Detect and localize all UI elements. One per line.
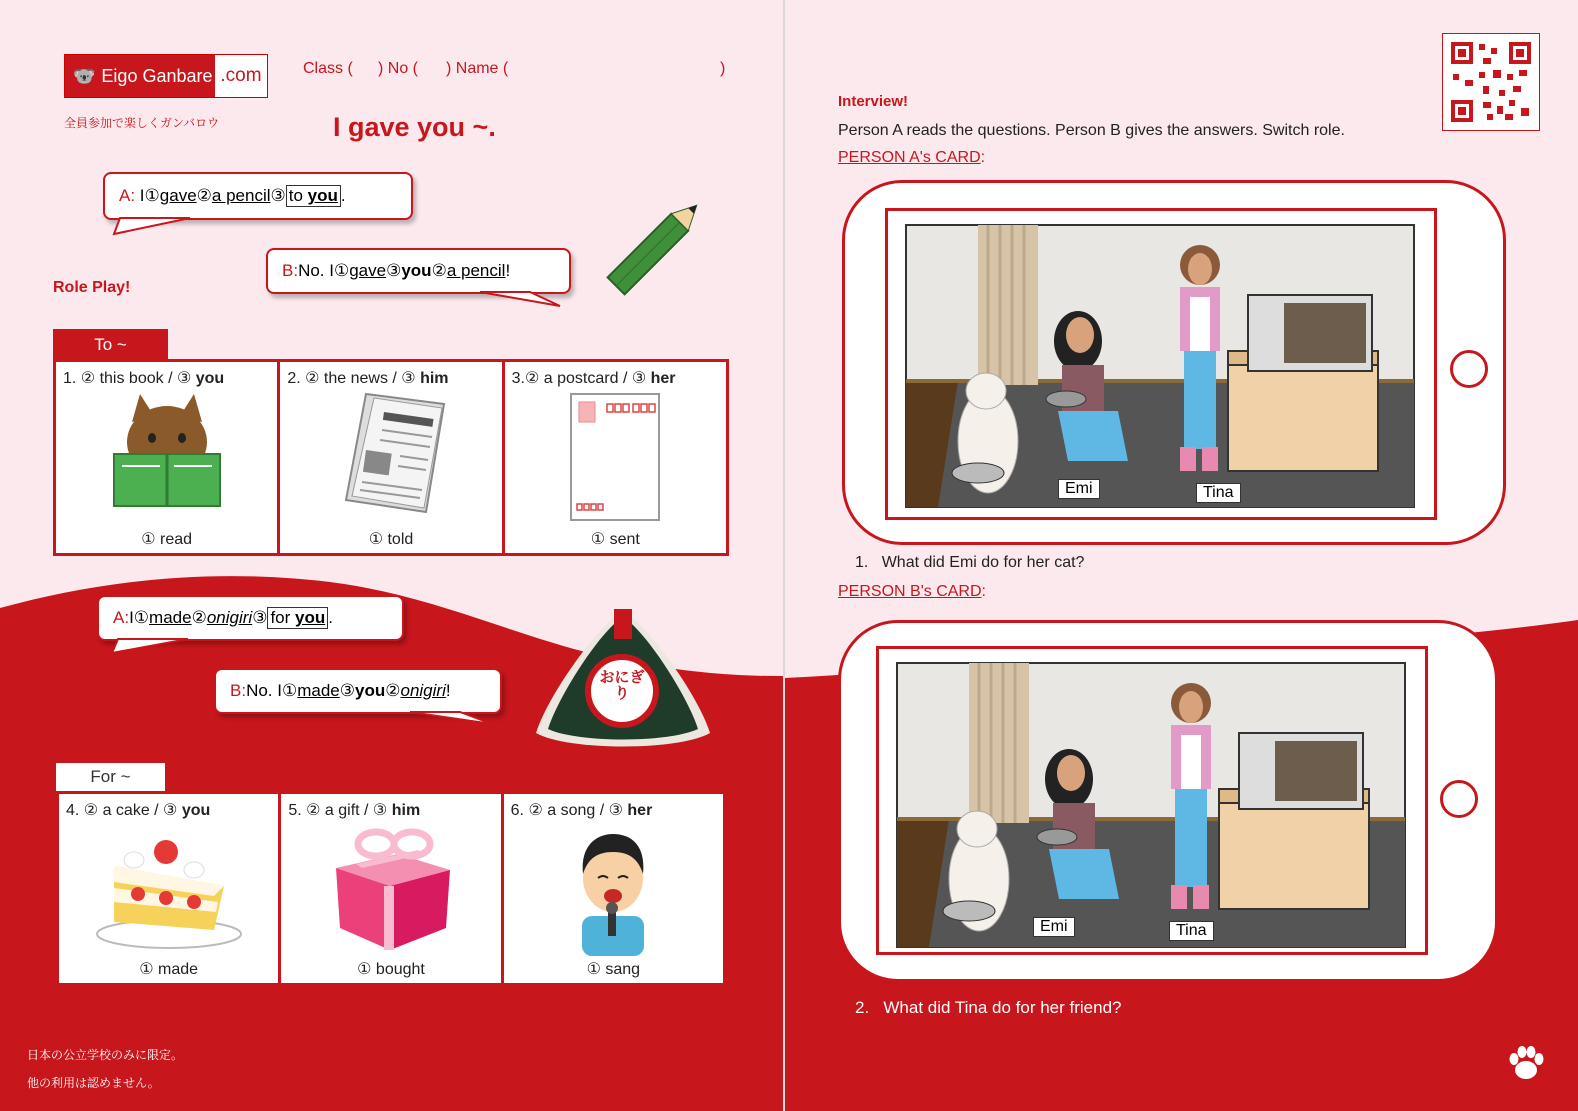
left-page [0,0,783,1111]
to-tag: To ~ [53,329,168,360]
practice-cell-4: 4. ② a cake / ③ you ① made [59,794,278,983]
header-name-close: ) [720,60,726,77]
instruction-text: Person A reads the questions. Person B gives the answers. Switch role. [838,122,1345,139]
newspaper-icon [326,390,456,515]
card-a-label: PERSON A's CARD: [838,149,986,166]
header-name-label: ) Name ( [446,60,509,77]
mascot-icon: 🐨 [73,65,96,86]
header-no-label: ) No ( [378,60,418,77]
kitchen-scene-illustration [879,649,1425,952]
bubble-tail [110,216,200,238]
onigiri-icon [528,605,718,755]
page-title: I gave you ~. [333,112,496,142]
role-play-label: Role Play! [53,279,131,296]
name-tag-emi: Emi [1058,479,1100,499]
qr-code-icon [1443,34,1539,130]
dog-reading-book-icon [102,392,232,512]
right-page [785,0,1578,1111]
name-tag-emi: Emi [1033,917,1075,937]
gift-box-icon [326,824,456,954]
bubble-tail [470,290,570,310]
boy-singing-icon [568,824,658,956]
practice-cell-6: 6. ② a song / ③ her ① sang [504,794,723,983]
for-tag: For ~ [56,763,165,791]
footer-notice-1: 日本の公立学校のみに限定。 [27,1048,184,1062]
phone-home-button-a[interactable] [1450,350,1488,388]
practice-cell-5: 5. ② a gift / ③ him ① bought [281,794,500,983]
header-class-label: Class ( [303,60,353,77]
interview-heading: Interview! [838,93,909,110]
practice-cell-2: 2. ② the news / ③ him ① told [280,362,501,553]
question-2: 2. What did Tina do for her friend? [855,998,1122,1017]
bubble-tail [400,710,500,728]
name-tag-tina: Tina [1169,921,1214,941]
pencil-icon [590,185,720,310]
cake-slice-icon [94,826,244,951]
scene-b [876,646,1428,955]
tagline: 全員参加で楽しくガンバロウ [64,116,220,130]
kitchen-scene-illustration [888,211,1434,517]
to-grid [53,359,729,556]
speech-bubble-b1: B: No. I ① gave ③ you ② a pencil ! [266,248,571,294]
postcard-icon [567,392,663,522]
bubble-tail [108,637,198,657]
logo-brand: Eigo Ganbare [101,65,213,86]
paw-print-icon [1506,1042,1546,1082]
onigiri-label: おにぎり [599,668,645,702]
qr-code[interactable] [1442,33,1540,131]
boxed-phrase: for you [267,607,328,629]
boxed-phrase: to you [286,185,341,207]
speech-bubble-a2: A: I ① made ② onigiri ③ for you . [97,595,404,641]
speech-bubble-a1: A: I ① gave ② a pencil ③ to you . [103,172,413,220]
speech-bubble-b2: B: No. I ① made ③ you ② onigiri ! [214,668,502,714]
scene-a [885,208,1437,520]
logo[interactable] [64,54,268,98]
question-1: 1. What did Emi do for her cat? [855,554,1085,571]
practice-cell-1: 1. ② this book / ③ you ① read [56,362,277,553]
logo-domain: .com [220,65,262,86]
practice-cell-3: 3.② a postcard / ③ her ① sent [505,362,726,553]
card-b-label: PERSON B's CARD: [838,583,986,600]
name-tag-tina: Tina [1196,483,1241,503]
for-grid [56,791,726,986]
phone-home-button-b[interactable] [1440,780,1478,818]
footer-notice-2: 他の利用は認めません。 [27,1076,160,1090]
